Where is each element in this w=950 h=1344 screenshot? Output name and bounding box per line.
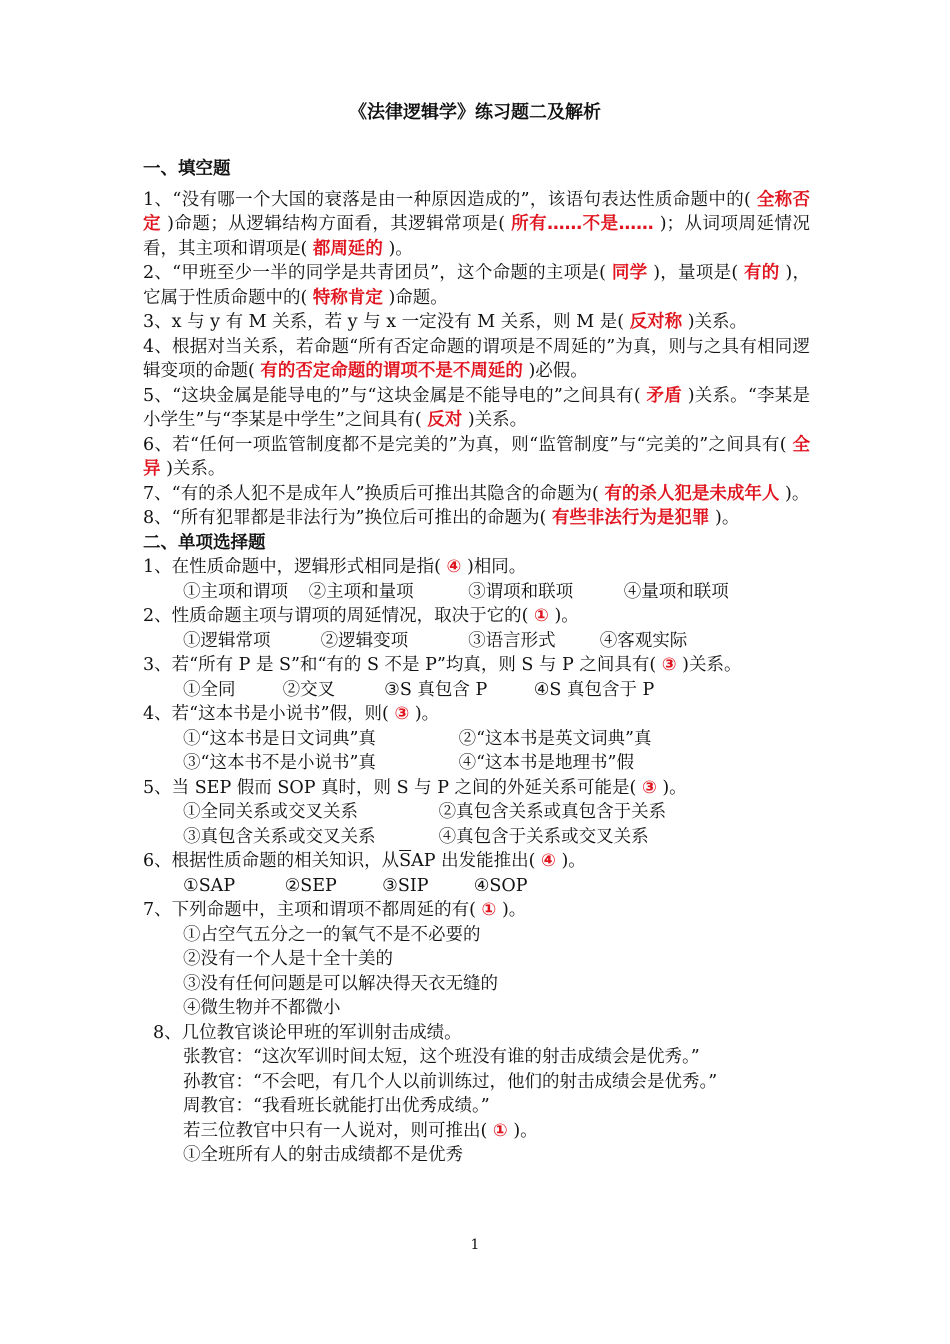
- answer: ①: [534, 606, 549, 626]
- question-2-5: 5、当 SEP 假而 SOP 真时，则 S 与 P 之间的外延关系可能是( ③ )。: [143, 777, 687, 798]
- option: ①SAP: [183, 875, 236, 896]
- option: ④真包含于关系或交叉关系: [438, 826, 649, 847]
- answer: 全异: [143, 434, 810, 479]
- option: ④量项和联项: [623, 581, 729, 602]
- answer: ④: [446, 557, 462, 577]
- question-2-3: 3、若“所有 P 是 S”和“有的 S 不是 P”均真，则 S 与 P 之间具有( ③ )关系。: [143, 655, 742, 675]
- question-1-2: 2、“甲班至少一半的同学是共青团员”，这个命题的主项是( 同学 )，量项是( 有的 )，它属于性质命题中的( 特称肯定 )命题。: [143, 263, 810, 308]
- options-2-5-row2: [143, 825, 810, 850]
- section-heading-fill-blank: 一、填空题: [143, 159, 231, 179]
- question-2-8-prompt: 若三位教官中只有一人说对，则可推出( ① )。: [183, 1120, 538, 1141]
- options-2-3: [143, 678, 810, 703]
- option: ①“这本书是日文词典”真: [183, 728, 376, 749]
- option: ②SEP: [284, 875, 337, 896]
- answer: 全称否定: [143, 189, 810, 234]
- answer: 都周延的: [312, 238, 383, 259]
- option: ③SIP: [382, 875, 429, 896]
- question-2-2: 2、性质命题主项与谓项的周延情况，取决于它的( ① )。: [143, 606, 579, 626]
- question-2-1: 1、在性质命题中，逻辑形式相同是指( ④ )相同。: [143, 557, 527, 577]
- option: ④SOP: [473, 875, 528, 896]
- question-1-1: 1、“没有哪一个大国的衰落是由一种原因造成的”，该语句表达性质命题中的( 全称否定 )命题；从逻辑结构方面看，其逻辑常项是( 所有……不是…… )；从词项周延情况看，其主项和谓项是( 都周延的 )。: [143, 189, 810, 259]
- option: ②真包含关系或真包含于关系: [438, 802, 667, 822]
- option: ③真包含关系或交叉关系: [183, 826, 376, 847]
- answer: 所有……不是……: [511, 214, 654, 234]
- option: ①逻辑常项: [183, 630, 271, 651]
- options-2-1: [143, 580, 810, 605]
- option: ③“这本书不是小说书”真: [183, 753, 376, 773]
- answer: ④: [541, 851, 556, 871]
- option: ④微生物并不都微小: [183, 998, 341, 1018]
- options-2-2: [143, 629, 810, 654]
- question-1-8: 8、“所有犯罪都是非法行为”换位后可推出的命题为( 有些非法行为是犯罪 )。: [143, 508, 740, 528]
- option: ②逻辑变项: [320, 630, 409, 651]
- question-2-4: 4、若“这本书是小说书”假，则( ③ )。: [143, 704, 440, 724]
- answer: ①: [481, 900, 497, 920]
- option: ①全同: [183, 679, 236, 700]
- options-2-6: [143, 874, 810, 899]
- statement-sun: 孙教官：“不会吧，有几个人以前训练过，他们的射击成绩会是优秀。”: [183, 1071, 718, 1092]
- option: ②“这本书是英文词典”真: [458, 728, 652, 749]
- options-2-4-row1: [143, 727, 810, 752]
- option: ③没有任何问题是可以解决得天衣无缝的: [183, 973, 498, 994]
- option: ③S 真包含 P: [384, 679, 488, 700]
- option: ④“这本书是地理书”假: [458, 753, 634, 773]
- question-1-4: 4、根据对当关系，若命题“所有否定命题的谓项是不周延的”为真，则与之具有相同逻辑变项的命题( 有的否定命题的谓项不是不周延的 )必假。: [143, 336, 810, 381]
- answer: 有的否定命题的谓项不是不周延的: [260, 361, 523, 381]
- option: ④客观实际: [599, 630, 688, 651]
- document-title: 《法律逻辑学》练习题二及解析: [349, 102, 601, 123]
- options-2-5-row1: [143, 800, 810, 825]
- page-number: 1: [470, 1237, 480, 1253]
- answer: 有的: [744, 263, 780, 283]
- negated-subject: $\overline{S}$: [399, 851, 412, 871]
- question-1-3: 3、x 与 y 有 M 关系，若 y 与 x 一定没有 M 关系，则 M 是( 反对称 )关系。: [143, 312, 748, 332]
- option: ①全班所有人的射击成绩都不是优秀: [183, 1145, 463, 1165]
- option: ④S 真包含于 P: [533, 679, 655, 700]
- answer: 反对称: [629, 312, 683, 332]
- option: ①主项和谓项: [183, 581, 288, 602]
- option: ①占空气五分之一的氧气不是不必要的: [183, 924, 481, 945]
- question-1-7: 7、“有的杀人犯不是成年人”换质后可推出其隐含的命题为( 有的杀人犯是未成年人 )。: [143, 483, 810, 504]
- document-body: [143, 157, 810, 1168]
- answer: 同学: [611, 263, 648, 283]
- options-2-4-row2: [143, 751, 810, 776]
- answer: ①: [492, 1120, 508, 1141]
- statement-zhou: 周教官：“我看班长就能打出优秀成绩。”: [183, 1096, 490, 1116]
- answer: 特称肯定: [312, 287, 383, 308]
- section-heading-single-choice: 二、单项选择题: [143, 532, 266, 553]
- question-1-5: 5、“这块金属是能导电的”与“这块金属是不能导电的”之间具有( 矛盾 )关系。“李某是小学生”与“李某是中学生”之间具有( 反对 )关系。: [143, 385, 810, 430]
- option: ②主项和量项: [308, 581, 414, 602]
- answer: ③: [641, 777, 657, 798]
- option: ②没有一个人是十全十美的: [183, 949, 393, 969]
- answer: 反对: [427, 410, 463, 430]
- question-2-7: 7、下列命题中，主项和谓项不都周延的有( ① )。: [143, 900, 527, 920]
- answer: 有的杀人犯是未成年人: [604, 483, 780, 504]
- option: ③谓项和联项: [468, 581, 574, 602]
- answer: ③: [394, 704, 410, 724]
- answer: ③: [661, 655, 677, 675]
- option: ②交叉: [282, 679, 336, 700]
- statement-zhang: 张教官：“这次军训时间太短，这个班没有谁的射击成绩会是优秀。”: [183, 1047, 700, 1067]
- question-2-6: 6、根据性质命题的相关知识，从$\overline{S}AP$ 出发能推出( ④ )。: [143, 851, 586, 871]
- option: ③语言形式: [468, 630, 556, 651]
- answer: 矛盾: [646, 385, 682, 406]
- answer: 有些非法行为是犯罪: [551, 508, 710, 528]
- question-1-6: 6、若“任何一项监管制度都不是完美的”为真，则“监管制度”与“完美的”之间具有( 全异 )关系。: [143, 434, 810, 479]
- question-2-8: 8、几位教官谈论甲班的军训射击成绩。: [153, 1022, 462, 1043]
- option: ①全同关系或交叉关系: [183, 802, 358, 822]
